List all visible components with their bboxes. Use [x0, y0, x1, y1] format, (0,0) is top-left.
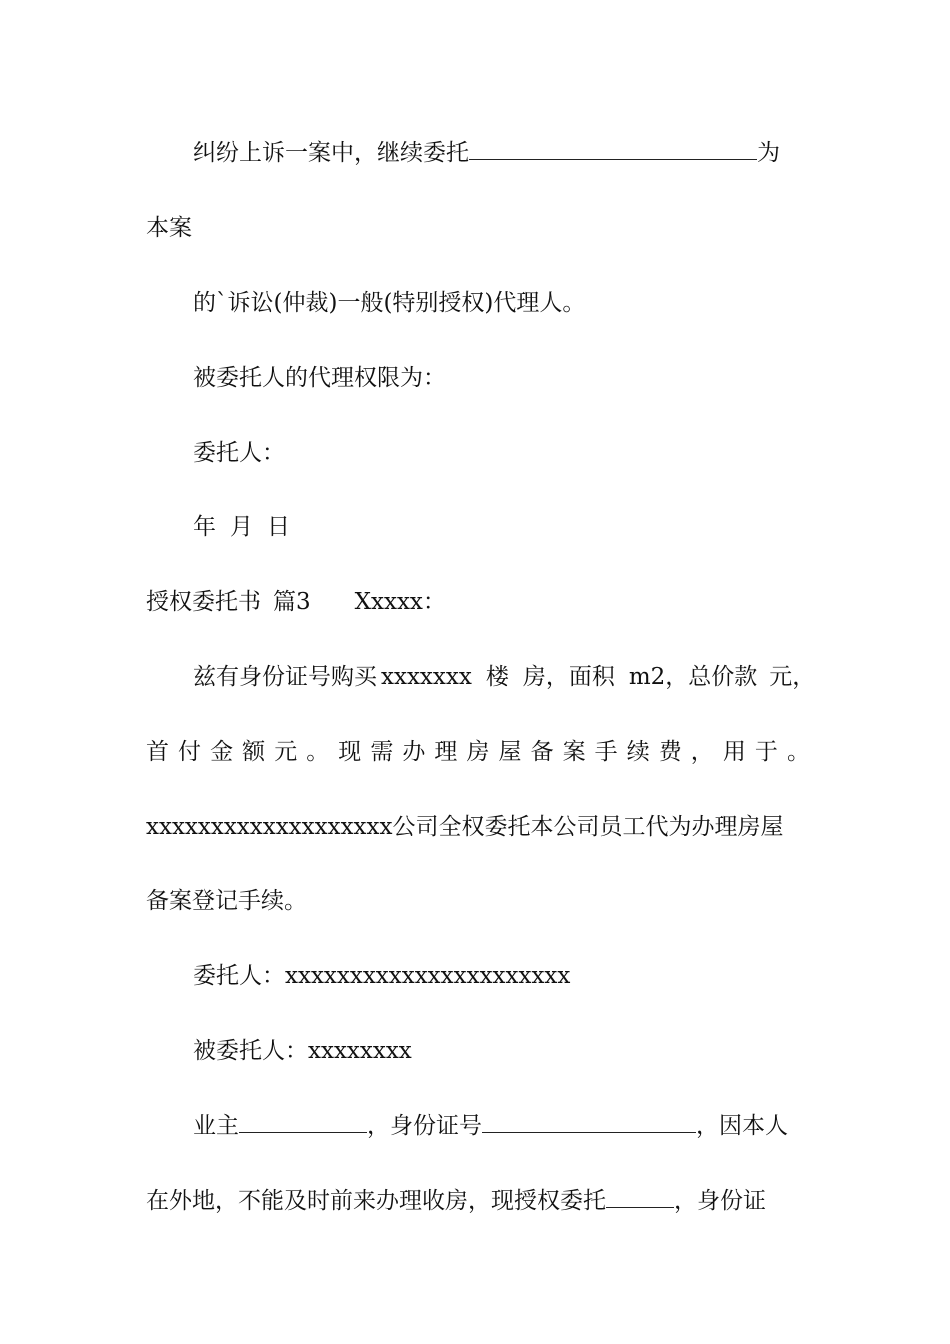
text-segment: 纠纷上诉一案中，继续委托 — [193, 140, 469, 166]
char: 首 — [146, 739, 169, 765]
char: 办 — [402, 739, 426, 765]
text-segment: 楼 — [485, 664, 509, 690]
paragraph-line-9 — [146, 737, 810, 767]
char: 用 — [722, 739, 746, 765]
paragraph-line-14 — [146, 1111, 810, 1141]
text-segment: xxxxxxxxxxxxxxxxxxx — [146, 814, 393, 840]
fill-in-blank — [482, 1112, 696, 1133]
char: 案 — [562, 739, 586, 765]
text-segment: 备案登记手续。 — [146, 888, 307, 914]
addressee: Xxxxx： — [354, 589, 446, 615]
paragraph-line-15 — [146, 1186, 810, 1216]
text-segment: 委托人： — [193, 440, 285, 466]
text-segment: 业主 — [193, 1113, 239, 1139]
text-segment: m2，总价款 — [628, 664, 758, 690]
text-segment: ，身份证号 — [367, 1113, 482, 1139]
paragraph-line-1 — [146, 138, 810, 168]
heading-title: 授权委托书 — [146, 589, 261, 615]
text-segment: 在外地，不能及时前来办理收房，现授权委托 — [146, 1188, 606, 1214]
char: ， — [690, 739, 714, 765]
heading-part: 篇3 — [273, 589, 311, 615]
agent-line — [146, 1036, 810, 1066]
date-year: 年 — [193, 514, 216, 540]
paragraph-line-11 — [146, 886, 810, 916]
char: 。 — [786, 739, 810, 765]
char: 现 — [338, 739, 362, 765]
principal-label: 委托人： — [193, 963, 285, 989]
char: 。 — [306, 739, 330, 765]
char: 额 — [242, 739, 266, 765]
text-segment: 的`诉讼(仲裁)一般(特别授权)代理人。 — [193, 290, 586, 316]
text-segment: 为 — [757, 140, 780, 166]
char: 房 — [466, 739, 490, 765]
text-segment: 房，面积 — [522, 664, 615, 690]
paragraph-line-4 — [146, 363, 810, 393]
fill-in-blank — [469, 139, 757, 160]
char: 费 — [658, 739, 682, 765]
fill-in-blank — [239, 1112, 367, 1133]
text-segment: ，因本人 — [696, 1113, 788, 1139]
date-day: 日 — [267, 514, 290, 540]
char: 需 — [370, 739, 394, 765]
char: 手 — [594, 739, 618, 765]
text-segment: 被委托人的代理权限为： — [193, 365, 446, 391]
char: 理 — [434, 739, 458, 765]
char: 于 — [754, 739, 778, 765]
paragraph-line-10 — [146, 812, 810, 842]
agent-value: xxxxxxxx — [308, 1038, 412, 1064]
text-segment: xxxxxxx — [381, 664, 472, 690]
char: 元 — [274, 739, 298, 765]
char: 屋 — [498, 739, 522, 765]
paragraph-line-2 — [146, 213, 810, 243]
principal-value: xxxxxxxxxxxxxxxxxxxxxx — [285, 963, 571, 989]
date-month: 月 — [230, 514, 253, 540]
char: 续 — [626, 739, 650, 765]
fill-in-blank — [606, 1187, 674, 1208]
paragraph-line-8 — [146, 662, 816, 692]
section-heading — [146, 587, 810, 617]
text-segment: 兹有身份证号购买 — [193, 664, 377, 690]
text-segment: 元， — [769, 664, 816, 690]
text-segment: ，身份证 — [674, 1188, 766, 1214]
text-segment: 本案 — [146, 215, 192, 241]
char: 金 — [210, 739, 234, 765]
char: 付 — [178, 739, 202, 765]
text-segment: 公司全权委托本公司员工代为办理房屋 — [392, 814, 784, 840]
principal-line — [146, 961, 810, 991]
paragraph-line-3 — [146, 288, 810, 318]
char: 备 — [530, 739, 554, 765]
paragraph-line-5 — [146, 438, 810, 468]
agent-label: 被委托人： — [193, 1038, 308, 1064]
date-line — [146, 512, 810, 542]
